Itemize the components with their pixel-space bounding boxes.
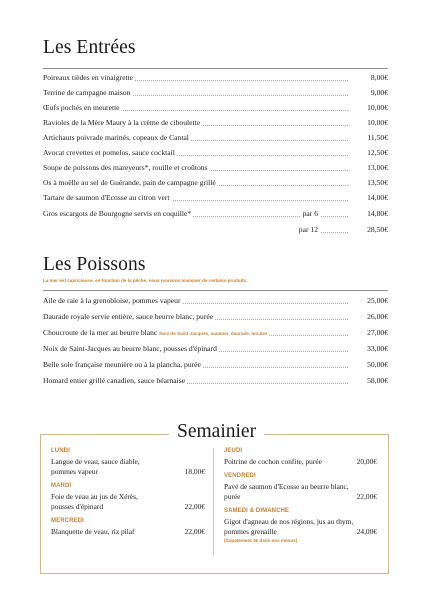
dish-price: 26,00€ xyxy=(367,312,388,321)
dish-price: 58,00€ xyxy=(367,376,388,385)
dish-price: 13,50€ xyxy=(367,178,388,187)
dish-price: 28,50€ xyxy=(367,225,388,234)
dish-line: Langue de veau, sauce diable, xyxy=(51,457,140,466)
supplement-note: (Supplément 4€ dans nos menus) xyxy=(224,538,298,543)
poissons-intro: La mer est capricieuse, en fonction de la pêche, nous pouvons manquer de certains produits. xyxy=(43,278,248,283)
menu-item xyxy=(43,343,388,355)
day-label: SAMEDI & DIMANCHE xyxy=(224,508,290,514)
dish-price: 33,00€ xyxy=(367,344,388,353)
dish-line: pousses d'épinard xyxy=(51,502,104,511)
dish-name: Œufs pochés en meurette xyxy=(43,103,120,112)
dish-name: Artichauts poivrade marinés, copeaux de Cantal xyxy=(43,133,189,142)
menu-item xyxy=(43,87,388,99)
dish-price: 22,00€ xyxy=(184,502,205,511)
semainier-title: Semainier xyxy=(169,421,264,443)
dish-line: Pavé de saumon d'Ecosse au beurre blanc, xyxy=(224,482,349,491)
menu-item xyxy=(43,224,388,236)
dish-name: Gros escargots de Bourgogne servis en coquille* xyxy=(43,209,192,218)
dish-quantity: par 6 xyxy=(302,209,318,218)
dish-name: Aile de raie à la grenobloise, pommes vapeur xyxy=(43,296,181,305)
dish-line: Blanquette de veau, riz pilaf xyxy=(51,527,135,536)
daily-dish xyxy=(224,517,377,537)
menu-item xyxy=(43,327,388,339)
dish-price: 22,00€ xyxy=(184,527,205,536)
dish-price: 13,00€ xyxy=(367,163,388,172)
dish-line: pommes grenaille xyxy=(224,527,277,536)
menu-item xyxy=(43,295,388,307)
dish-name: Soupe de poissons des mareyeurs*, rouille et croûtons xyxy=(43,163,208,172)
day-label: MARDI xyxy=(51,483,72,489)
semainier-left-column xyxy=(51,448,205,537)
menu-item xyxy=(43,375,388,387)
dish-price: 22,00€ xyxy=(356,492,377,501)
dish-line: purée xyxy=(224,492,241,501)
dish-price: 14,00€ xyxy=(367,193,388,202)
dish-name: Noix de Saint-Jacques au beurre blanc, pousses d'épinard xyxy=(43,344,217,353)
dish-price: 18,00€ xyxy=(184,467,205,476)
dish-price: 11,50€ xyxy=(367,133,388,142)
dish-name: Homard entier grillé canadien, sauce béarnaise xyxy=(43,376,186,385)
dish-name: Tartare de saumon d'Ecosse au citron vert xyxy=(43,193,170,202)
dish-line: pommes vapeur xyxy=(51,467,98,476)
daily-dish xyxy=(51,492,205,512)
dish-name: Avocat crevettes et pomelos, sauce cocktail xyxy=(43,148,175,157)
daily-dish xyxy=(224,457,377,467)
entrees-title: Les Entrées xyxy=(43,37,136,58)
dish-name: Daurade royale servie entière, sauce beurre blanc, purée xyxy=(43,312,214,321)
semainier-right-column xyxy=(224,448,377,543)
poissons-title: Les Poissons xyxy=(43,254,146,275)
dish-price: 20,00€ xyxy=(356,457,377,466)
dish-price: 25,00€ xyxy=(367,296,388,305)
dish-price: 9,00€ xyxy=(370,88,388,97)
dish-price: 10,00€ xyxy=(367,103,388,112)
dish-price: 14,80€ xyxy=(367,209,388,218)
menu-item xyxy=(43,117,388,129)
menu-item xyxy=(43,208,388,220)
dish-price: 12,50€ xyxy=(367,148,388,157)
dish-name xyxy=(43,327,269,340)
dish-line: Poitrine de cochon confite, purée xyxy=(224,457,322,466)
daily-dish xyxy=(224,482,377,502)
dish-name: Poireaux tièdes en vinaigrette xyxy=(43,73,134,82)
day-label: LUNDI xyxy=(51,448,70,454)
dish-line: Foie de veau au jus de Xérès, xyxy=(51,492,138,501)
dish-note: Noix de Saint-Jacques, saumon, daurade, moules xyxy=(159,331,268,336)
menu-item xyxy=(43,162,388,174)
menu-item xyxy=(43,359,388,371)
dish-price: 27,00€ xyxy=(367,328,388,337)
menu-item xyxy=(43,72,388,84)
day-label: JEUDI xyxy=(224,448,243,454)
menu-item xyxy=(43,311,388,323)
menu-item xyxy=(43,147,388,159)
dish-quantity: par 12 xyxy=(298,225,318,234)
dish-name: Os à moëlle au sel de Guérande, pain de campagne grillé xyxy=(43,178,216,187)
dish-name: Belle sole française meunière ou à la plancha, purée xyxy=(43,360,201,369)
dish-price: 50,00€ xyxy=(367,360,388,369)
day-label: MERCREDI xyxy=(51,518,84,524)
menu-item xyxy=(43,192,388,204)
menu-item xyxy=(43,132,388,144)
entrees-rule xyxy=(43,68,388,69)
dish-price: 24,00€ xyxy=(356,527,377,536)
dish-price: 8,00€ xyxy=(370,73,388,82)
dish-name: Terrine de campagne maison xyxy=(43,88,131,97)
menu-item xyxy=(43,102,388,114)
day-label: VENDREDI xyxy=(224,473,256,479)
dish-price: 10,00€ xyxy=(367,118,388,127)
daily-dish xyxy=(51,457,205,477)
dish-name-text: Choucroute de la mer au beurre blanc xyxy=(43,328,158,337)
dish-line: Gigot d'agneau de nos régions, jus au thym, xyxy=(224,517,354,526)
dish-name: Ravioles de la Mère Maury à la crème de ciboulette xyxy=(43,118,201,127)
semainier-divider xyxy=(213,448,214,556)
menu-item xyxy=(43,177,388,189)
daily-dish xyxy=(51,527,205,537)
poissons-rule xyxy=(43,290,388,291)
